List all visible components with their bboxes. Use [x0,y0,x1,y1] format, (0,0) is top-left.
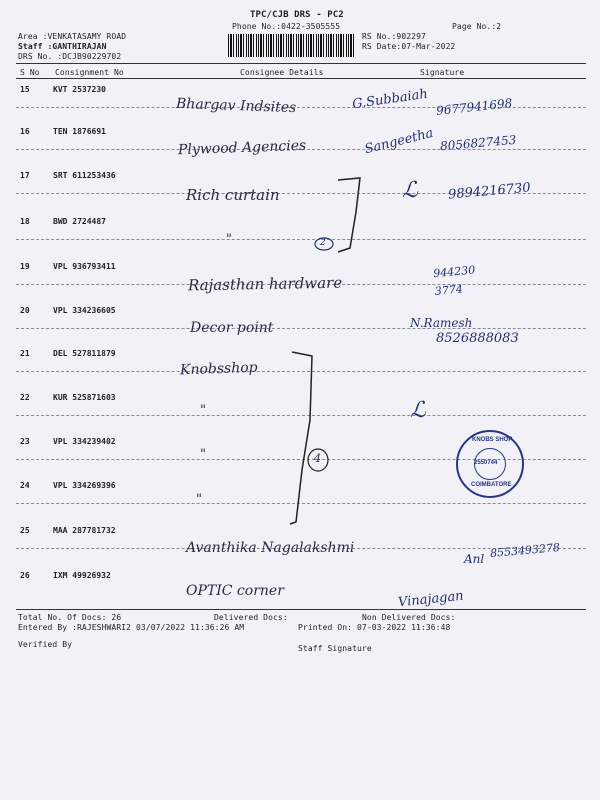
drs-number: DRS No. :DCJB90229702 [18,52,122,61]
verified-by: Verified By [18,640,73,649]
stamp-top-text: KNOBS SHOP [472,437,513,443]
company-stamp [456,430,524,498]
sheet-title: TPC/CJB DRS - PC2 [250,10,344,20]
row-consignment: VPL 334236605 [53,306,116,315]
consignee-handwriting: " [226,232,232,247]
row-sno: 26 [20,571,30,580]
col-signature: Signature [420,68,465,77]
row-sno: 23 [20,437,30,446]
consignee-handwriting: " [196,492,202,507]
signature-handwriting: N.Ramesh [410,316,473,330]
row-sno: 15 [20,85,30,94]
row-consignment: VPL 334239402 [53,437,116,446]
col-sno: S No [20,68,40,77]
bracket-number: 4 [314,452,321,465]
row-consignment: KVT 2537230 [53,85,106,94]
col-consignee: Consignee Details [240,68,324,77]
col-consignment: Consignment No [55,68,124,77]
signature-mark-icon: ℒ [410,398,426,423]
staff-field: Staff :GANTHIRAJAN [18,42,107,51]
entered-by: Entered By :RAJESHWARI2 03/07/2022 11:36:26 AM [18,623,245,632]
row-sno: 19 [20,262,30,271]
rs-date: RS Date:07-Mar-2022 [362,42,456,51]
consignee-handwriting: Rich curtain [186,186,280,204]
consignee-handwriting: " [200,403,206,418]
row-sno: 22 [20,393,30,402]
footer-rule [16,609,586,610]
bracket-number: 2 [320,238,326,248]
consignee-handwriting: Avanthika Nagalakshmi [186,540,355,556]
consignee-handwriting: Plywood Agencies [177,137,307,159]
non-delivered-docs: Non Delivered Docs: [362,613,456,622]
area-field: Area :VENKATASAMY ROAD [18,32,127,41]
row-consignment: VPL 334269396 [53,481,116,490]
signature-handwriting: Vinajagan [397,588,465,611]
row-consignment: IXM 49926932 [53,571,111,580]
row-consignment: BWD 2724487 [53,217,106,226]
consignee-handwriting: Decor point [190,320,274,336]
consignee-handwriting: Bhargav Indsites [175,95,297,117]
row-sno: 17 [20,171,30,180]
consignee-handwriting: OPTIC corner [186,583,284,599]
signature-handwriting: Anl [464,552,485,566]
total-docs: Total No. Of Docs: 26 [18,613,122,622]
row-sno: 24 [20,481,30,490]
signature-handwriting: G.Subbaiah [351,86,429,113]
row-sno: 25 [20,526,30,535]
consignee-handwriting: Knobsshop [179,359,258,379]
rs-number: RS No.:902297 [362,32,426,41]
phone-handwriting: 8056827453 [439,132,517,154]
row-sno: 16 [20,127,30,136]
row-consignment: KUR 525871603 [53,393,116,402]
row-sno: 21 [20,349,30,358]
row-consignment: TEN 1876691 [53,127,106,136]
phone-number: Phone No.:0422-3505555 [232,22,341,31]
page-number: Page No.:2 [452,22,502,31]
phone-handwriting: 8553493278 [489,540,561,561]
signature-handwriting: Sangeetha [363,125,435,158]
stamp-center-text: 2550744 [474,460,498,466]
delivered-docs: Delivered Docs: [214,613,288,622]
signature-mark-icon: ℒ [402,178,418,203]
stamp-bottom-text: COIMBATORE [471,482,512,488]
row-sno: 18 [20,217,30,226]
phone-handwriting: 944230 3774 [432,263,476,298]
row-consignment: MAA 287781732 [53,526,116,535]
row-consignment: DEL 527811879 [53,349,116,358]
consignee-handwriting: Rajasthan hardware [187,273,343,295]
printed-on: Printed On: 07-03-2022 11:36:48 [298,623,451,632]
staff-signature: Staff Signature [298,644,372,653]
row-sno: 20 [20,306,30,315]
consignee-handwriting: " [200,447,206,462]
row-consignment: VPL 936793411 [53,262,116,271]
phone-handwriting: 9894216730 [447,180,532,203]
phone-handwriting: 9677941698 [435,96,513,118]
phone-handwriting: 8526888083 [436,331,519,346]
row-consignment: SRT 611253436 [53,171,116,180]
